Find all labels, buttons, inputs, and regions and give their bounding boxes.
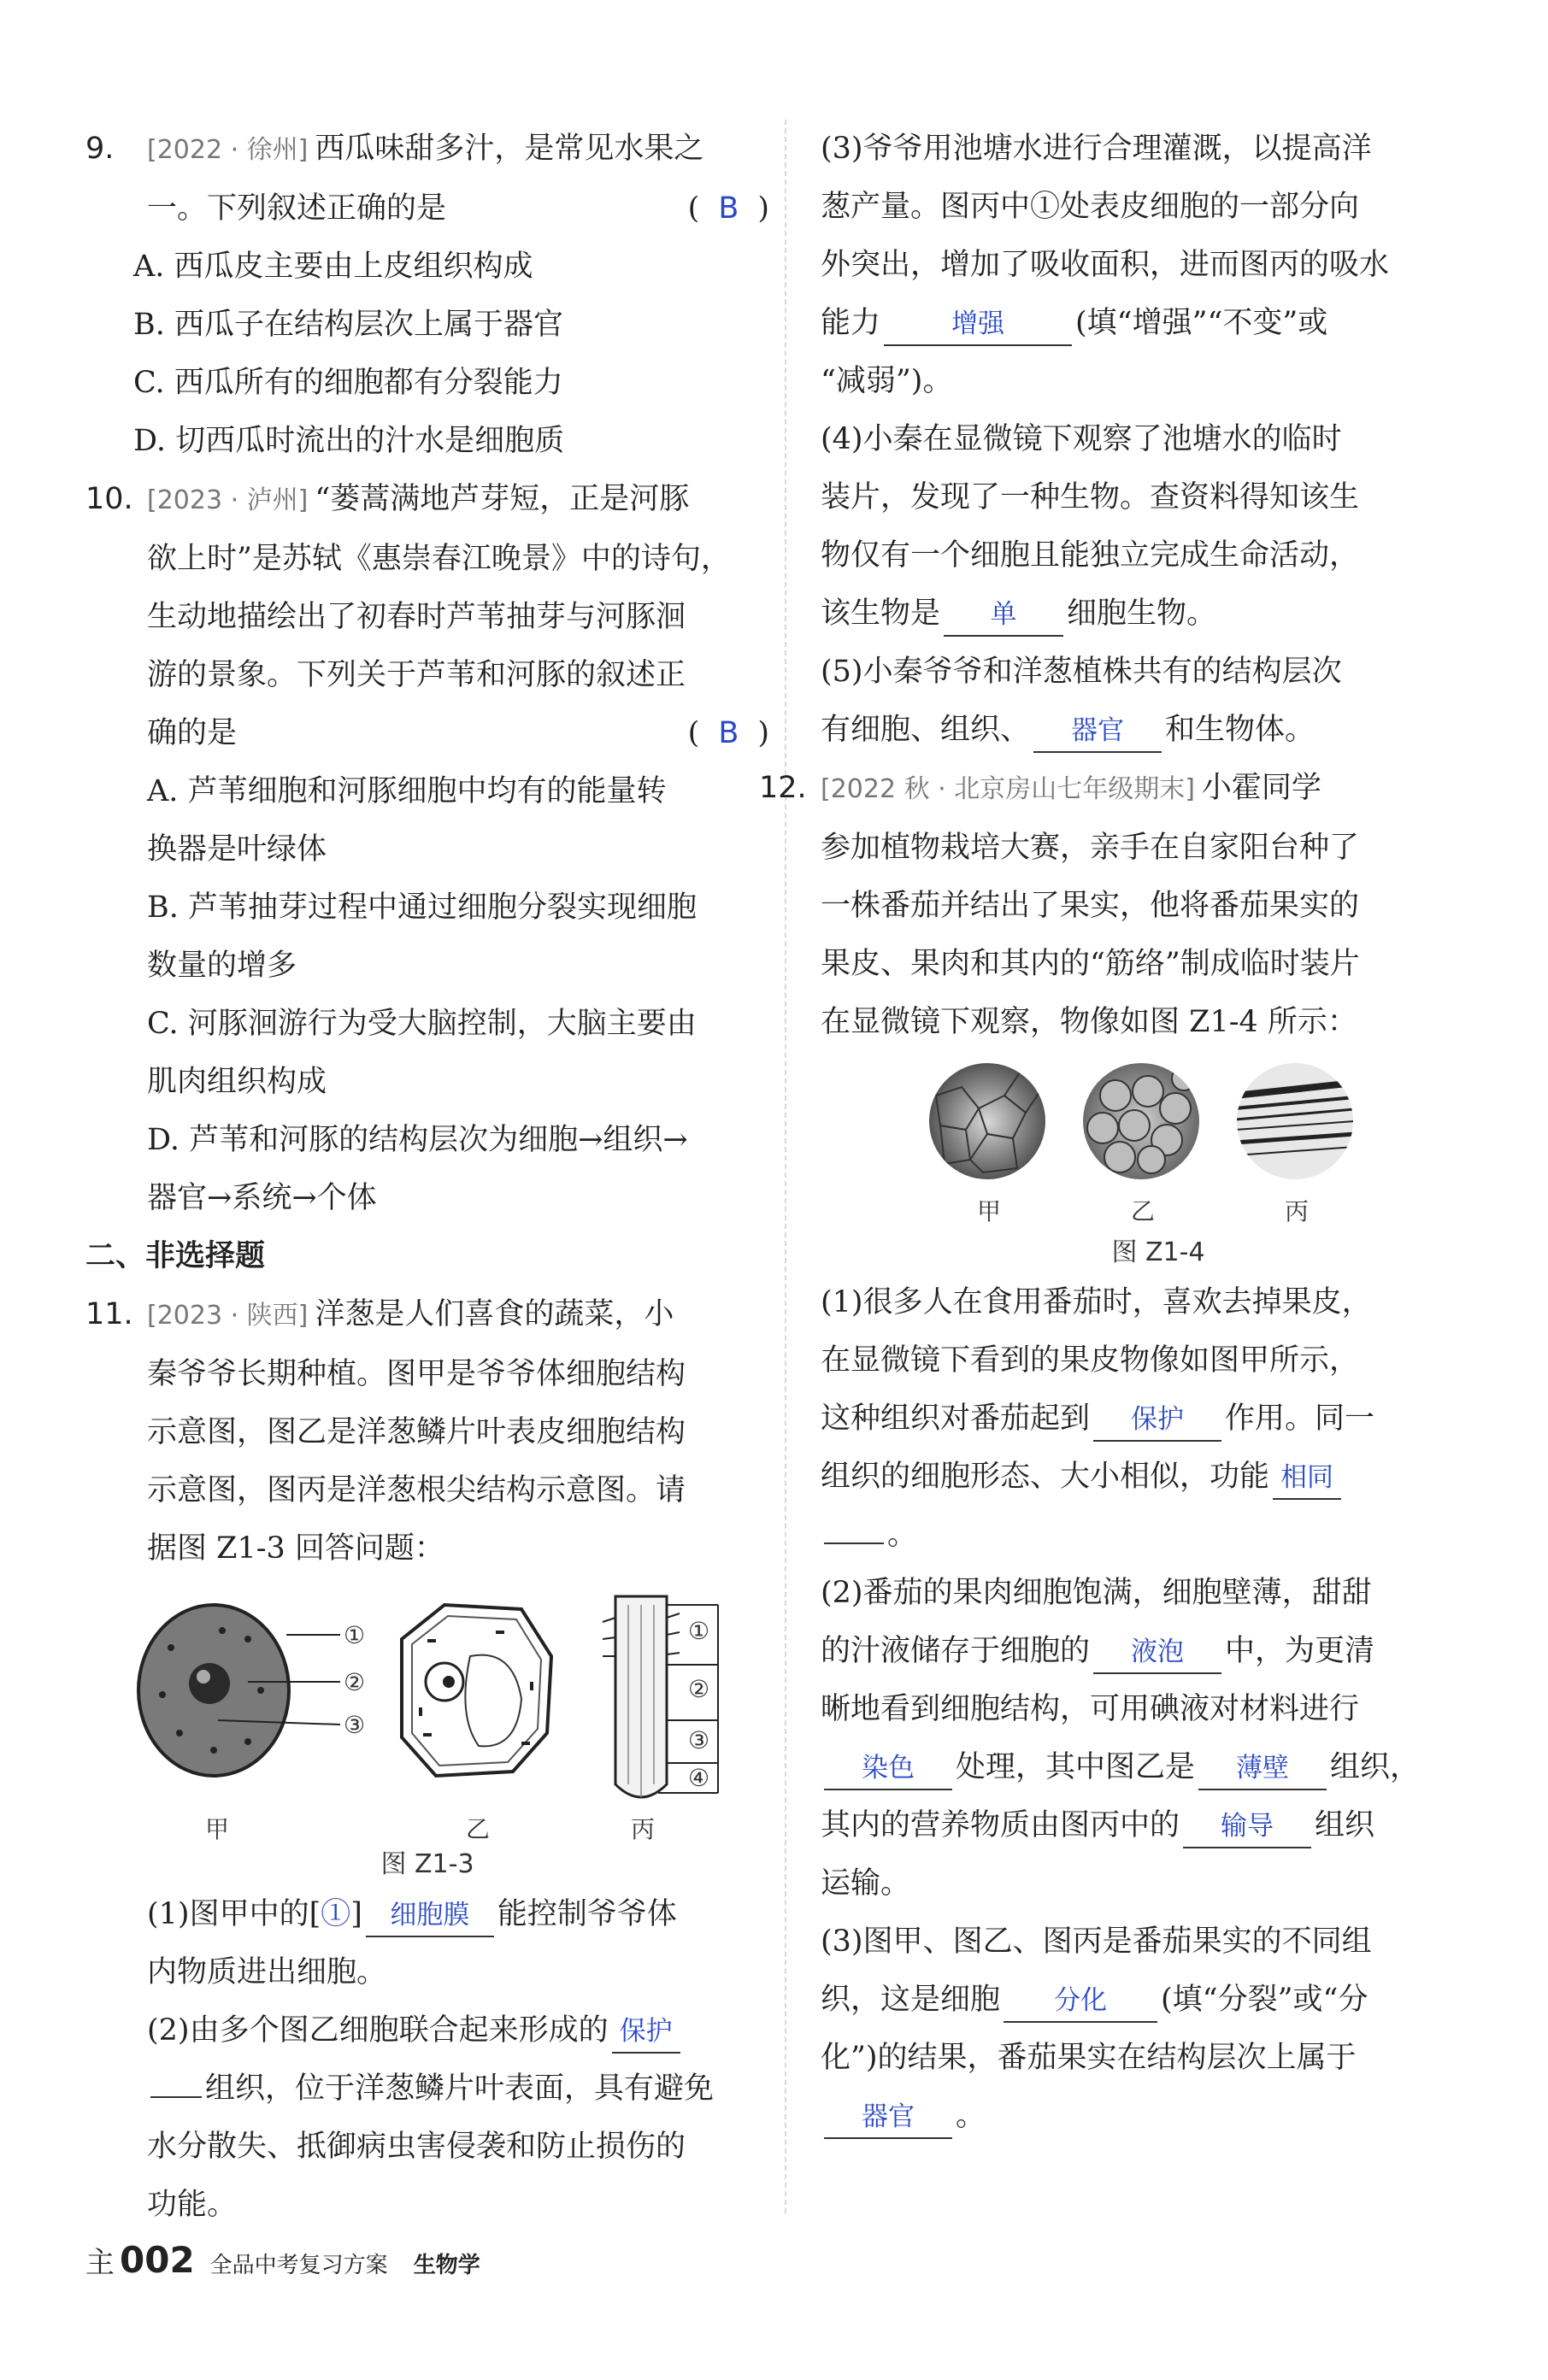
- q11-p4-line4: [821, 585, 1496, 643]
- q12-p2-line2: [821, 1622, 1496, 1680]
- q12-p3-line4: [821, 2087, 1496, 2145]
- q12-p3-post: (填“分裂”或“分: [1161, 1983, 1368, 2017]
- q12-p3-line3: 化”)的结果，番茄果实在结构层次上属于: [821, 2041, 1357, 2075]
- q11-p5-post: 和生物体。: [1165, 713, 1316, 747]
- q11-p2-pre: (2)由多个图乙细胞联合起来形成的: [147, 2013, 609, 2048]
- q11-stem-line1: [85, 1285, 769, 1345]
- root-tip-diagram: [603, 1596, 718, 1797]
- q12-stem-text1: 小霍同学: [1201, 771, 1321, 805]
- q10-answer-paren: ( B ): [687, 716, 769, 750]
- q12-source: [2022 秋 · 北京房山七年级期末]: [821, 774, 1195, 804]
- q10-option-b-l2: 数量的增多: [147, 949, 297, 983]
- q9-option-a: A. 西瓜皮主要由上皮组织构成: [133, 250, 533, 284]
- q11-p2-line2: [85, 2060, 769, 2118]
- q11-p2-blank[interactable]: 保护: [612, 2011, 680, 2054]
- fig3-label-jia: 甲: [205, 1815, 230, 1843]
- q11-p3-line4: [821, 294, 1496, 352]
- q10-stem-text1: “蒌蒿满地芦芽短，正是河豚: [315, 482, 690, 516]
- q12-stem-line5: 在显微镜下观察，物像如图 Z1-4 所示：: [821, 1005, 1357, 1039]
- q11-p2-line1: [85, 2001, 769, 2060]
- q10-option-a-l1: A. 芦苇细胞和河豚细胞中均有的能量转: [147, 774, 667, 808]
- q10-stem-line5: [85, 704, 769, 762]
- fig3-a-mark3: ③: [344, 1711, 366, 1739]
- q12-p2-post: 中，为更清: [1225, 1634, 1375, 1668]
- q12-p2-blank4[interactable]: 输导: [1183, 1806, 1311, 1848]
- q12-p2-line5: [821, 1796, 1496, 1854]
- q12-p2-line6: 运输。: [821, 1866, 911, 1901]
- q11-p1-mark-answer: ①: [321, 1897, 351, 1931]
- fig4-label-jia: 甲: [977, 1197, 1002, 1225]
- fig4-label-bing: 丙: [1285, 1197, 1310, 1225]
- q11-p3-line5: “减弱”)。: [821, 364, 953, 398]
- section-title-non-choice: 二、非选择题: [85, 1239, 266, 1273]
- q11-stem-line4: 示意图，图丙是洋葱根尖结构示意图。请: [147, 1473, 686, 1507]
- q12-p2-line4: [821, 1738, 1496, 1796]
- q9-answer-paren: ( B ): [687, 191, 769, 226]
- q10-option-d-l1: D. 芦苇和河豚的结构层次为细胞→组织→: [147, 1123, 688, 1157]
- q11-p2-line4: 功能。: [147, 2188, 238, 2222]
- q9-answer: B: [718, 191, 739, 226]
- q11-p2-blank-tail: [150, 2096, 202, 2098]
- q11-p2-text2: 组织，位于洋葱鳞片叶表面，具有避免: [205, 2071, 715, 2106]
- q10-option-b-l1: B. 芦苇抽芽过程中通过细胞分裂实现细胞: [147, 890, 697, 925]
- q10-option-c-l1: C. 河豚洄游行为受大脑控制，大脑主要由: [147, 1007, 697, 1041]
- q12-stem-line1: [759, 759, 1496, 819]
- q12-number: 12.: [759, 771, 807, 805]
- q11-p4-blank[interactable]: 单: [944, 594, 1063, 637]
- q11-p3-blank[interactable]: 增强: [884, 303, 1072, 346]
- q11-p2-line3: 水分散失、抵御病虫害侵袭和防止损伤的: [147, 2130, 686, 2164]
- fig3-c-mark3: ③: [688, 1726, 710, 1754]
- q10-stem-line3: 生动地描绘出了初春时芦苇抽芽与河豚洄: [147, 600, 686, 634]
- q11-p1-pre: (1)图甲中的[: [147, 1897, 321, 1931]
- column-divider: [785, 120, 786, 2213]
- footer-zhu: 主: [85, 2246, 115, 2280]
- micrograph-peel: [929, 1063, 1045, 1179]
- q11-p4-line3: 物仅有一个细胞且能独立完成生命活动，: [821, 538, 1360, 573]
- q9-source: [2022 · 徐州]: [147, 135, 309, 165]
- q11-p3-line2: 葱产量。图丙中①处表皮细胞的一部分向: [821, 190, 1360, 224]
- fig3-a-mark1: ①: [344, 1621, 366, 1649]
- q9-stem-line2: [85, 179, 769, 238]
- q11-p5-line2: [821, 701, 1496, 759]
- q11-p4-line2: 装片，发现了一种生物。查资料得知该生: [821, 480, 1360, 514]
- q10-option-a-l2: 换器是叶绿体: [147, 832, 327, 867]
- q11-p3-line3: 外突出，增加了吸收面积，进而图丙的吸水: [821, 248, 1390, 282]
- q9-stem-line1: [85, 120, 769, 179]
- q12-p2-blank1[interactable]: 液泡: [1093, 1631, 1221, 1674]
- q12-p1-pre2: 组织的细胞形态、大小相似，功能: [821, 1460, 1270, 1494]
- q10-source: [2023 · 泸州]: [147, 485, 309, 515]
- fig3-label-yi: 乙: [466, 1815, 491, 1843]
- q10-option-d-l2: 器官→系统→个体: [147, 1181, 377, 1215]
- plant-cell-diagram: [402, 1605, 551, 1776]
- q11-p4-pre: 该生物是: [821, 596, 941, 631]
- q12-p2-line3: 晰地看到细胞结构，可用碘液对材料进行: [821, 1692, 1360, 1726]
- fig4-label-yi: 乙: [1131, 1197, 1156, 1225]
- micrograph-flesh: [1083, 1063, 1199, 1179]
- q11-number: 11.: [85, 1297, 133, 1331]
- micrograph-vein: [1235, 1063, 1355, 1179]
- q12-p1-blank2[interactable]: 相同: [1273, 1457, 1341, 1500]
- figure-z1-4: [919, 1061, 1398, 1232]
- q10-stem-line2: 欲上时”是苏轼《惠崇春江晚景》中的诗句，: [147, 542, 731, 576]
- q11-p4-post: 细胞生物。: [1067, 596, 1217, 631]
- q12-p2-pre3: 其内的营养物质由图丙中的: [821, 1808, 1180, 1842]
- q12-p2-line1: (2)番茄的果肉细胞饱满，细胞壁薄，甜甜: [821, 1576, 1372, 1610]
- q9-option-b: B. 西瓜子在结构层次上属于器官: [133, 308, 563, 342]
- q12-stem-line4: 果皮、果肉和其内的“筋络”制成临时装片: [821, 947, 1360, 981]
- q12-stem-line3: 一株番茄并结出了果实，他将番茄果实的: [821, 889, 1360, 923]
- q12-p3-blank1[interactable]: 分化: [1004, 1980, 1157, 2023]
- fig3-c-mark2: ②: [688, 1675, 710, 1703]
- q10-number: 10.: [85, 482, 133, 516]
- q9-option-d: D. 切西瓜时流出的汁水是细胞质: [133, 424, 565, 458]
- q12-p1-line2: 在显微镜下看到的果皮物像如图甲所示，: [821, 1343, 1360, 1378]
- q10-stem-line4: 游的景象。下列关于芦苇和河豚的叙述正: [147, 658, 686, 692]
- page-footer: [85, 2239, 480, 2281]
- q10-answer: B: [718, 716, 739, 750]
- q11-p5-blank[interactable]: 器官: [1033, 710, 1162, 753]
- q11-p5-pre: 有细胞、组织、: [821, 713, 1031, 747]
- q11-p4-line1: (4)小秦在显微镜下观察了池塘水的临时: [821, 422, 1342, 456]
- q11-source: [2023 · 陕西]: [147, 1301, 309, 1331]
- q12-p1-line3: [821, 1390, 1496, 1448]
- q12-p1-blank2-tail: [824, 1543, 884, 1544]
- figure-z1-3: [120, 1588, 735, 1844]
- page-number: 002: [120, 2239, 195, 2281]
- figure-z1-3-caption: 图 Z1-3: [380, 1849, 474, 1879]
- q12-p2-blank3[interactable]: 薄壁: [1198, 1748, 1327, 1790]
- fig3-c-mark4: ④: [688, 1764, 710, 1792]
- q11-p1-line1: [85, 1885, 769, 1943]
- q12-p1-blank1[interactable]: 保护: [1093, 1399, 1221, 1442]
- left-column: [85, 120, 769, 2234]
- q11-p5-line1: (5)小秦爷爷和洋葱植株共有的结构层次: [821, 655, 1342, 689]
- q12-p3-pre: 织，这是细胞: [821, 1983, 1001, 2017]
- q12-stem-line2: 参加植物栽培大赛，亲手在自家阳台种了: [821, 831, 1360, 865]
- q11-p3-post: (填“增强”“不变”或: [1075, 306, 1328, 340]
- q9-stem-text2: 一。下列叙述正确的是: [147, 191, 447, 226]
- q10-option-c-l2: 肌肉组织构成: [147, 1065, 327, 1099]
- q12-p1-line4: [821, 1448, 1496, 1506]
- q11-p1-blank[interactable]: 细胞膜: [366, 1895, 494, 1937]
- q12-p1-line5: [821, 1506, 1496, 1564]
- q11-stem-line3: 示意图，图乙是洋葱鳞片叶表皮细胞结构: [147, 1415, 686, 1449]
- q12-p2-blank2[interactable]: 染色: [824, 1748, 952, 1790]
- q9-stem-text1: 西瓜味甜多汁，是常见水果之: [315, 132, 704, 166]
- animal-cell-diagram: [138, 1605, 365, 1776]
- q12-p3-end: 。: [956, 2099, 986, 2133]
- fig3-c-mark1: ①: [688, 1617, 710, 1645]
- q9-number: 9.: [85, 132, 115, 166]
- q12-p3-blank2[interactable]: 器官: [824, 2096, 952, 2139]
- fig3-label-bing: 丙: [631, 1815, 656, 1843]
- q11-stem-line5: 据图 Z1-3 回答问题：: [147, 1531, 444, 1566]
- q12-p3-line1: (3)图甲、图乙、图丙是番茄果实的不同组: [821, 1925, 1372, 1959]
- q12-p2-pre: 的汁液储存于细胞的: [821, 1634, 1091, 1668]
- figure-z1-4-caption: 图 Z1-4: [1111, 1237, 1205, 1267]
- q11-p1-post: 能控制爷爷体: [497, 1897, 677, 1931]
- right-column: [759, 120, 1496, 2145]
- fig3-a-mark2: ②: [344, 1668, 366, 1696]
- q12-p2-post3: 组织: [1315, 1808, 1375, 1842]
- q12-p1-end: 。: [887, 1518, 918, 1552]
- q11-p1-line2: 内物质进出细胞。: [147, 1955, 387, 1989]
- q11-stem-text1: 洋葱是人们喜食的蔬菜，小: [315, 1297, 674, 1331]
- footer-book-title: 全品中考复习方案: [209, 2253, 388, 2278]
- q12-p1-post: 作用。同一: [1225, 1402, 1375, 1436]
- q12-p3-line2: [821, 1971, 1496, 2029]
- footer-subject: 生物学: [413, 2253, 480, 2278]
- q11-p1-mid: ]: [350, 1897, 362, 1931]
- q12-p1-pre: 这种组织对番茄起到: [821, 1402, 1091, 1436]
- q10-stem-line1: [85, 470, 769, 530]
- q12-p2-post2: 组织，: [1330, 1750, 1421, 1784]
- q10-stem-text5: 确的是: [147, 716, 238, 750]
- q9-option-c: C. 西瓜所有的细胞都有分裂能力: [133, 366, 563, 400]
- q11-p3-pre: 能力: [821, 306, 881, 340]
- q12-p1-line1: (1)很多人在食用番茄时，喜欢去掉果皮，: [821, 1285, 1372, 1319]
- q11-p3-line1: (3)爷爷用池塘水进行合理灌溉，以提高洋: [821, 132, 1372, 166]
- q12-p2-mid: 处理，其中图乙是: [956, 1750, 1196, 1784]
- q11-stem-line2: 秦爷爷长期种植。图甲是爷爷体细胞结构: [147, 1357, 686, 1391]
